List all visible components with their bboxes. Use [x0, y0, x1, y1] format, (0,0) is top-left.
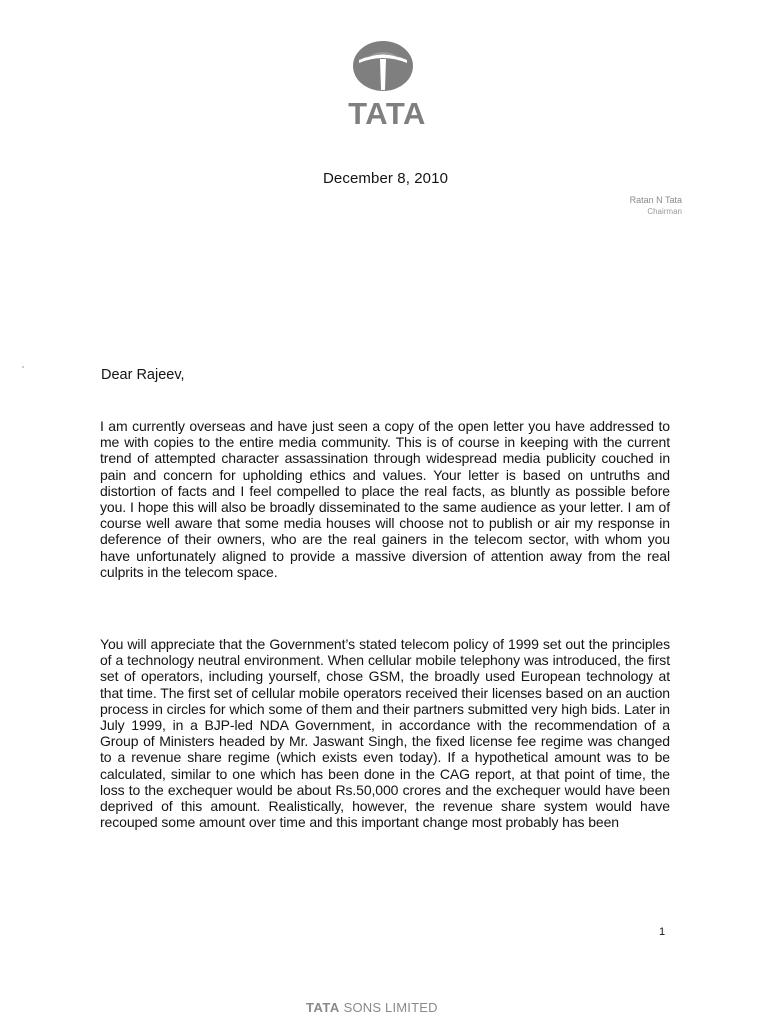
sender-name: Ratan N Tata	[629, 195, 682, 205]
body-paragraph-1: I am currently overseas and have just seen a copy of the open letter you have addressed to me with copies to the entire media community. This is of course in keeping with the current trend of attempted character assassination through widespread media publicity couched in pain and concern for upholding ethics and values. Your letter is based on untruths and distortion of facts and I feel compelled to place the real facts, as bluntly as possible before you. I hope this will also be broadly disseminated to the same audience as your letter. I am of course well aware that some media houses will choose not to publish or air my response in deference of their owners, who are the real gainers in the telecom sector, with whom you have unfortunately aligned to provide a massive diversion of attention away from the real culprits in the telecom space.	[100, 418, 670, 580]
scan-mark	[22, 366, 24, 368]
sender-block	[630, 194, 682, 218]
salutation: Dear Rajeev,	[101, 367, 185, 383]
body-paragraph-2: You will appreciate that the Government’s stated telecom policy of 1999 set out the principles of a technology neutral environment. When cellular mobile telephony was introduced, the first set of operators, including yourself, chose GSM, the broadly used European technology at that time. The first set of cellular mobile operators received their licenses based on an auction process in circles for which some of them and their partners submitted very high bids. Later in July 1999, in a BJP-led NDA Government, in accordance with the recommendation of a Group of Ministers headed by Mr. Jaswant Singh, the fixed license fee regime was changed to a revenue share regime (which exists even today). If a hypothetical amount was to be calculated, similar to one which has been done in the CAG report, at that point of time, the loss to the exchequer would be about Rs.50,000 crores and the exchequer would have been deprived of this amount. Realistically, however, the revenue share system would have recouped some amount over time and this important change most probably has been	[100, 636, 670, 831]
tata-emblem-icon	[352, 40, 414, 92]
footer-brand: TATA	[306, 1000, 340, 1015]
tata-logo	[337, 40, 437, 132]
sender-title: Chairman	[647, 207, 682, 216]
footer-company-rest: SONS LIMITED	[339, 1000, 438, 1015]
page-number: 1	[659, 926, 666, 938]
svg-text:TATA: TATA	[348, 96, 426, 131]
letter-date: December 8, 2010	[323, 170, 449, 187]
tata-wordmark	[337, 92, 437, 132]
footer-company	[306, 1000, 438, 1015]
